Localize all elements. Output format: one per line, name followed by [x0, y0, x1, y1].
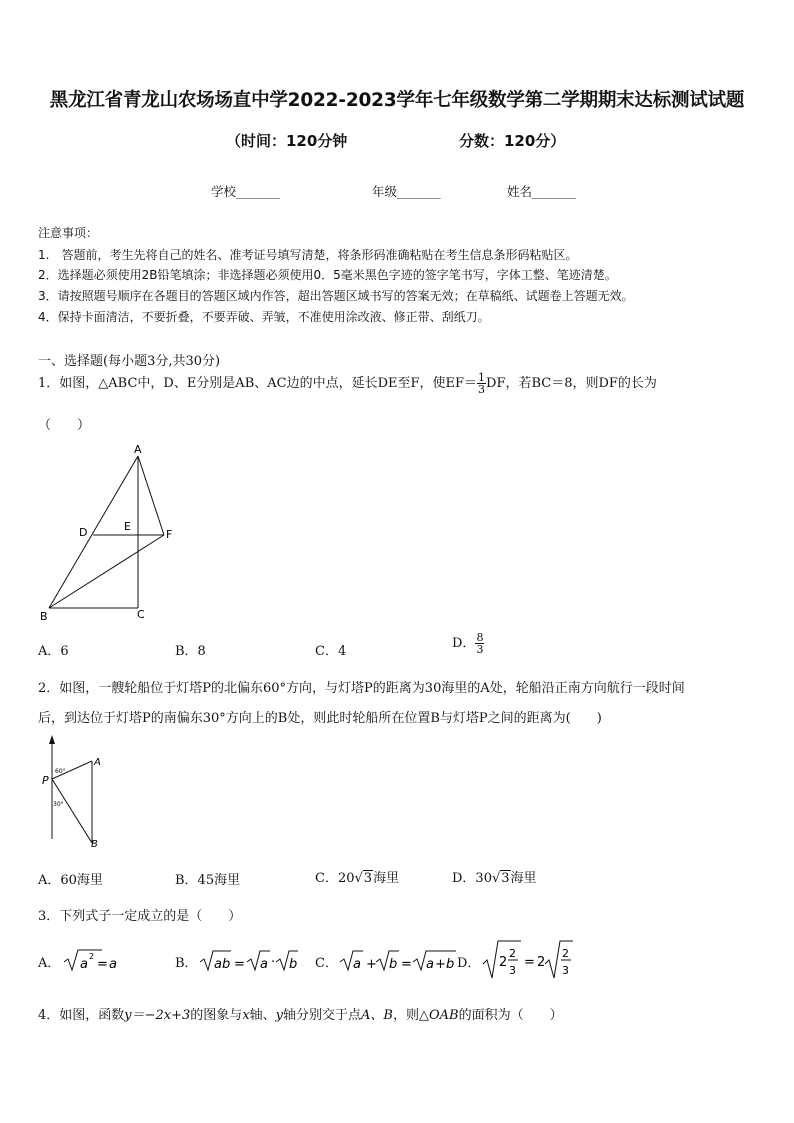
- svg-text:2: 2: [537, 955, 546, 970]
- svg-text:=: =: [524, 955, 535, 970]
- q2-option-a[interactable]: A．60海里: [38, 873, 103, 888]
- label-b: B: [91, 839, 98, 850]
- notice-item: 3．请按照题号顺序在各题目的答题区域内作答，超出答题区域书写的答案无效；在草稿纸、试题卷上答题无效。: [38, 289, 634, 303]
- question-2-line-2: 后，到达位于灯塔P的南偏东30°方向上的B处，则此时轮船所在位置B与灯塔P之间的距离为( ): [38, 711, 602, 726]
- q1-option-d[interactable]: D． $\frac{8}{3}$: [452, 631, 484, 656]
- svg-text:3: 3: [562, 964, 569, 977]
- grade-field[interactable]: 年级_______: [372, 184, 441, 199]
- svg-text:a: a: [260, 957, 268, 972]
- svg-text:2: 2: [562, 947, 569, 960]
- svg-text:·: ·: [271, 955, 276, 970]
- svg-text:a: a: [426, 957, 434, 972]
- q2-option-b[interactable]: B．45海里: [175, 873, 241, 888]
- question-3-text: 3．下列式子一定成立的是（ ）: [38, 909, 242, 924]
- label-p: P: [42, 774, 49, 787]
- notice-item: 1. 答题前，考生先将自己的姓名、准考证号填写清楚，将条形码准确粘贴在考生信息条形码粘贴区。: [38, 248, 578, 262]
- label-a: A: [134, 443, 142, 456]
- svg-text:ab: ab: [214, 957, 231, 972]
- question-1-text: 1．如图，△ABC中，D、E分别是AB、AC边的中点，延长DE至F，使EF＝ $\frac{1}{3}$ DF，若BC＝8，则DF的长为: [38, 371, 657, 396]
- label-c: C: [137, 608, 145, 621]
- q3-option-c-formula: [338, 946, 458, 974]
- fraction: $\frac{1}{3}$: [478, 371, 486, 396]
- q1-option-c[interactable]: C．4: [315, 644, 347, 659]
- notice-item: 4．保持卡面清洁，不要折叠，不要弄破、弄皱，不准使用涂改液、修正带、刮纸刀。: [38, 310, 490, 324]
- svg-text:+: +: [366, 957, 377, 972]
- q3-option-a[interactable]: A．: [38, 956, 61, 971]
- question-2-line-1: 2．如图，一艘轮船位于灯塔P的北偏东60°方向，与灯塔P的距离为30海里的A处，轮船沿正南方向航行一段时间: [38, 681, 685, 696]
- svg-text:3: 3: [509, 964, 516, 977]
- notice-heading: 注意事项：: [38, 226, 99, 240]
- exam-time: （时间：120分钟: [226, 132, 348, 150]
- name-field[interactable]: 姓名_______: [507, 184, 576, 199]
- svg-text:2: 2: [509, 947, 516, 960]
- label-b: B: [40, 610, 48, 623]
- section-heading: 一、选择题(每小题3分,共30分): [38, 354, 221, 369]
- svg-text:b: b: [446, 957, 455, 972]
- q2-option-c[interactable]: C．20√3海里: [315, 871, 400, 886]
- answer-paren: （ ）: [38, 418, 91, 433]
- school-field[interactable]: 学校_______: [211, 184, 280, 199]
- svg-text:+: +: [435, 957, 446, 972]
- q3-option-a-formula: [62, 946, 122, 974]
- label-d: D: [79, 526, 88, 539]
- svg-text:b: b: [289, 957, 298, 972]
- q3-option-b-formula: [198, 946, 298, 974]
- angle-30: 30°: [53, 801, 64, 808]
- q3-option-d[interactable]: D．: [457, 956, 481, 971]
- label-a: A: [94, 757, 101, 768]
- svg-text:2: 2: [89, 952, 95, 961]
- svg-text:b: b: [389, 957, 398, 972]
- angle-60: 60°: [55, 768, 66, 775]
- notice-item: 2．选择题必须使用2B铅笔填涂；非选择题必须使用0．5毫米黑色字迹的签字笔书写，字体工整、笔迹清楚。: [38, 268, 617, 282]
- svg-text:a: a: [80, 957, 88, 972]
- exam-score: 分数：120分）: [459, 132, 566, 150]
- svg-text:a: a: [353, 957, 361, 972]
- q2-option-d[interactable]: D．30√3海里: [452, 871, 537, 886]
- svg-text:=: =: [401, 957, 412, 972]
- svg-text:2: 2: [499, 955, 508, 970]
- svg-text:=: =: [97, 957, 108, 972]
- svg-text:=: =: [234, 957, 245, 972]
- q1-option-a[interactable]: A．6: [38, 644, 69, 659]
- bearing-figure: [38, 733, 118, 851]
- q3-option-c[interactable]: C．: [315, 956, 338, 971]
- question-4-text: 4．如图，函数y＝−2x+3的图象与x轴、y轴分别交于点A、B，则△OAB的面积为（ ）: [38, 1008, 563, 1023]
- page-title: 黑龙江省青龙山农场场直中学2022-2023学年七年级数学第二学期期末达标测试试题: [49, 90, 745, 111]
- label-f: F: [166, 528, 173, 541]
- q3-option-d-formula: [481, 938, 576, 982]
- svg-text:a: a: [109, 957, 117, 972]
- triangle-figure: [35, 440, 185, 625]
- q1-option-b[interactable]: B．8: [175, 644, 206, 659]
- label-e: E: [124, 520, 131, 533]
- q3-option-b[interactable]: B．: [175, 956, 198, 971]
